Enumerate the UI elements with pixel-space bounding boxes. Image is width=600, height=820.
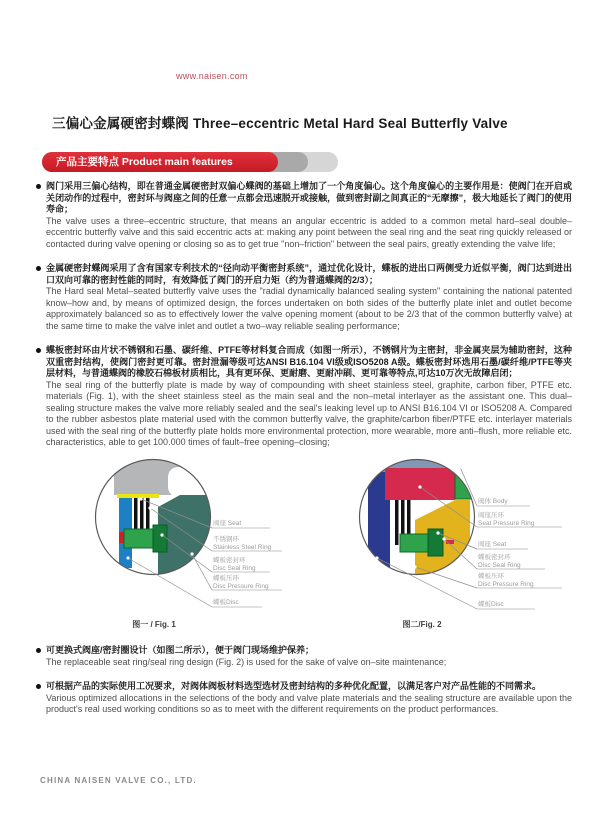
bullet-icon: [36, 648, 41, 653]
fig2-label-discpressure-zh: 蝶板压环: [478, 573, 504, 580]
feature-item-1: [36, 181, 572, 250]
feature-list: [36, 181, 572, 462]
seal-marker: [119, 532, 124, 543]
fig1-label-stainless-en: Stainless Steel Ring: [213, 544, 272, 551]
fig1-label-discpressure-zh: 蝶板压环: [213, 575, 239, 582]
fig1-caption: 图一 / Fig. 1: [132, 620, 176, 629]
feature-item-3: [36, 345, 572, 449]
seat-ring-top-dark: [488, 468, 503, 494]
seat-pressure-ring-region: [385, 468, 455, 500]
seat-stem: [462, 448, 480, 464]
fig2-label-seatpressure-zh: 阀座压环: [478, 512, 504, 519]
disc-seal-ring-region: [153, 525, 167, 552]
seat-region: [400, 534, 428, 552]
fig2-label-discpressure-en: Disc Pressure Ring: [478, 581, 534, 588]
bullet-icon: [36, 684, 41, 689]
bullet-icon: [36, 266, 41, 271]
feature-3-en: The seal ring of the butterfly plate is made by way of compounding with sheet stainless steel, graphite, carbon fiber, PTFE etc. materials (Fig. 1), with the sheet stainless steel as the main seal and the non–metal interlayer as the assistant one. This dual–sealing structure makes the valve more reliably sealed and the seal's leaking level up to ANSI B16.104 VI or ISO5208 A. Compared to the rubber asbestos plate material used with the common butterfly valve, the graphite/carbon fiber/PTFE etc. interlayer materials used with the seal ring of the butterfly plate holds more environmental protection, more wearable, more anti–flush, more reliable etc. characteristics, able to get 100.000 times of fault–free opening–closing;: [46, 379, 572, 447]
fig1-label-discpressure-en: Disc Pressure Ring: [213, 583, 269, 590]
feature-3-zh: 蝶板密封环由片状不锈钢和石墨、碳纤维、PTFE等材料复合而成（如图一所示），不锈钢片为主密封，非金属夹层为辅助密封，这种双重密封结构，使阀门密封更可靠。密封泄漏等级可达ANSI B16.104 VI级或ISO5208 A级。蝶板密封环选用石墨/碳纤维/PTFE等夹层材料，与普通蝶阀的橡胶石棉板材质相比，具有更环保、更耐磨、更耐冲刷、更可靠等特点,可达10万次无故障启闭；: [46, 345, 572, 378]
fig2-label-seatpressure-en: Seat Pressure Ring: [478, 520, 535, 527]
note-2-zh: 可根据产品的实际使用工况要求，对阀体阀板材料选型选材及密封结构的多种优化配置，以满足客户对产品性能的不同需求。: [46, 681, 542, 691]
feature-item-2: [36, 263, 572, 332]
figure-2-diagram: [320, 445, 600, 645]
fig2-caption: 图二/Fig. 2: [402, 620, 442, 629]
valve-body-region: [114, 453, 220, 495]
disc-seal-ring-region: [428, 529, 443, 556]
figure-1-diagram: [40, 445, 320, 645]
fig1-label-discseal-zh: 蝶板密封环: [213, 557, 246, 564]
note-item-1: [36, 645, 572, 668]
feature-1-en: The valve uses a three–eccentric structure, that means an angular eccentric is added to a common metal hard–seal double–eccentric butterfly valve and this said eccentric acts at: making any point between the seal ring and the seat ring quickly released or contacted during valve opening or closing so as to get true "non–friction" between the seal pairs, greatly extending the valve life;: [46, 215, 572, 249]
fig1-label-seat: 阀座 Seat: [213, 520, 242, 527]
stainless-ring-region: [124, 529, 153, 548]
bullet-icon: [36, 348, 41, 353]
section-banner: [42, 152, 352, 172]
fig2-label-seat: 阀座 Seat: [478, 541, 507, 548]
fig2-label-disc: 蝶板Disc: [478, 601, 504, 608]
note-1-zh: 可更换式阀座/密封圈设计（如图二所示），便于阀门现场维护保养；: [46, 645, 315, 655]
figures-row: [40, 445, 600, 645]
note-list: [36, 645, 572, 729]
feature-2-zh: 金属硬密封蝶阀采用了含有国家专利技术的“径向动平衡密封系统”，通过优化设计，蝶板的进出口两侧受力近似平衡，阀门达到进出口双向可靠的密封性能的同时，有效降低了阀门的开启力矩（约为普通蝶阀的2/3）；: [46, 263, 572, 285]
company-footer: CHINA NAISEN VALVE CO., LTD.: [40, 776, 197, 785]
page-title: 三偏心金属硬密封蝶阀 Three–eccentric Metal Hard Seal Butterfly Valve: [52, 116, 508, 131]
fig1-label-disc: 蝶板Disc: [213, 599, 239, 606]
banner-label: 产品主要特点 Product main features: [42, 152, 278, 172]
note-1-en: The replaceable seat ring/seal ring design (Fig. 2) is used for the sake of valve on–site maintenance;: [46, 656, 447, 667]
fig1-label-stainless-zh: 不锈钢环: [213, 536, 239, 543]
fig2-label-body: 阀体 Body: [478, 498, 508, 505]
feature-2-en: The Hard seal Metal–seated butterfly valve uses the "radial dynamically balanced sealing system" containing the national patented know–how and, by means of optimized design, the forces undertaken on both sides of the butterfly plate inlet and outlet become approximately balanced so as to effectively lower the valve opening moment (about to be 2/3 that of the common butterfly valve) at the same time to make the valve inlet and outlet a two–way reliable sealing performance;: [46, 286, 572, 331]
fig1-label-discseal-en: Disc Seal Ring: [213, 565, 256, 572]
bullet-icon: [36, 184, 41, 189]
website-url[interactable]: www.naisen.com: [176, 71, 248, 81]
note-item-2: [36, 681, 572, 716]
fig2-label-discseal-zh: 蝶板密封环: [478, 554, 511, 561]
laminate-stripe: [395, 500, 399, 545]
seat-strip: [117, 494, 159, 498]
note-2-en: Various optimized allocations in the selections of the body and valve plate materials and the sealing structure are available upon the product's real used working conditions so as to meet with the different requirements on the product performances.: [46, 692, 572, 714]
fig2-label-discseal-en: Disc Seal Ring: [478, 562, 521, 569]
feature-1-zh: 阀门采用三偏心结构，即在普通金属硬密封双偏心蝶阀的基础上增加了一个角度偏心。这个角度偏心的主要作用是：使阀门在开启或关闭动作的过程中，密封环与阀座之间的任意一点都会迅速脱开或接触，做到密封副之间真正的“无摩擦”，极大地延长了阀门的使用寿命；: [46, 181, 572, 214]
